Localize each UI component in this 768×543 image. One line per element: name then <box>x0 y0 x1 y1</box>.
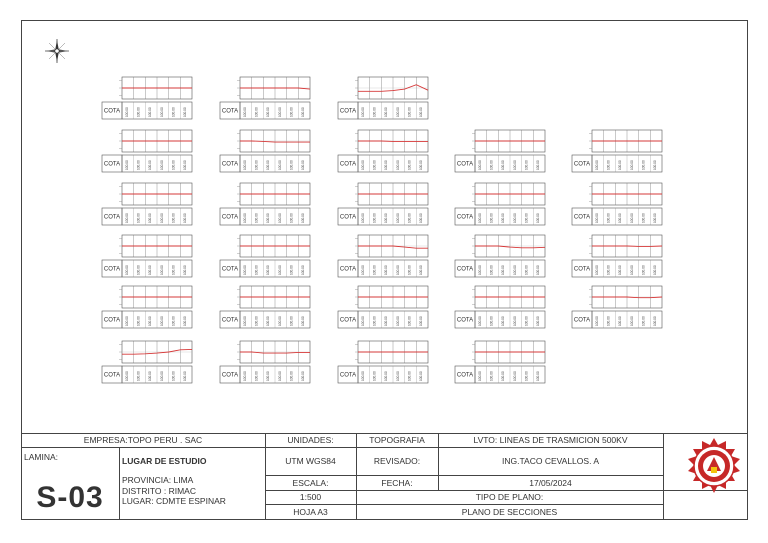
cota-label: COTA <box>573 161 591 168</box>
cota-value: 100.00 <box>148 316 153 327</box>
cota-value: 100.00 <box>124 265 129 275</box>
cota-value: 100.00 <box>159 107 164 117</box>
cota-value: 100.00 <box>124 213 129 223</box>
cota-value: 100.00 <box>419 316 424 327</box>
cota-value: 100.00 <box>477 316 482 326</box>
cota-value: 100.00 <box>301 160 306 171</box>
cota-value: 100.00 <box>536 316 541 327</box>
cota-value: 100.00 <box>395 265 400 275</box>
section-plot <box>100 72 200 132</box>
discipline-label: TOPOGRAFIA <box>369 435 425 445</box>
cross-section-11 <box>336 178 436 238</box>
cota-value: 100.00 <box>183 316 188 327</box>
cota-value: 100.00 <box>641 265 646 275</box>
cross-section-21 <box>336 281 436 341</box>
cross-section-19 <box>100 281 200 341</box>
cota-value: 100.00 <box>489 265 494 275</box>
province-text: PROVINCIA: LIMA <box>122 475 194 485</box>
sheet-label: LAMINA: <box>24 452 59 462</box>
units-label: UNIDADES: <box>287 435 334 445</box>
cota-value: 100.00 <box>395 371 400 381</box>
cota-value: 100.00 <box>136 265 141 275</box>
cross-section-10 <box>218 178 318 238</box>
cota-value: 100.00 <box>360 213 365 223</box>
section-plot <box>218 72 318 132</box>
cota-value: 100.00 <box>254 371 259 381</box>
cota-value: 100.00 <box>641 316 646 326</box>
cota-value: 100.00 <box>501 160 506 171</box>
cota-value: 100.00 <box>419 160 424 171</box>
cota-value: 100.00 <box>606 160 611 170</box>
cota-value: 100.00 <box>159 213 164 223</box>
section-plot <box>218 125 318 185</box>
cota-value: 100.00 <box>289 265 294 275</box>
cota-value: 100.00 <box>289 316 294 326</box>
cota-value: 100.00 <box>477 265 482 275</box>
cross-section-12 <box>453 178 553 238</box>
cota-value: 100.00 <box>277 107 282 117</box>
cota-label: COTA <box>456 161 474 168</box>
cota-value: 100.00 <box>501 316 506 327</box>
cota-value: 100.00 <box>266 316 271 327</box>
cota-value: 100.00 <box>384 265 389 276</box>
cota-value: 100.00 <box>384 107 389 118</box>
cota-value: 100.00 <box>384 316 389 327</box>
cota-label: COTA <box>456 266 474 273</box>
cross-section-4 <box>100 125 200 185</box>
cota-value: 100.00 <box>524 316 529 326</box>
cota-label: COTA <box>103 372 121 379</box>
project-title: LVTO: LINEAS DE TRASMICION 500KV <box>473 435 628 445</box>
reviewer-name: ING.TACO CEVALLOS. A <box>502 456 599 466</box>
cota-value: 100.00 <box>512 371 517 381</box>
cota-value: 100.00 <box>136 160 141 170</box>
cota-value: 100.00 <box>124 107 129 117</box>
cota-value: 100.00 <box>641 213 646 223</box>
cota-value: 100.00 <box>477 371 482 381</box>
cota-value: 100.00 <box>277 160 282 170</box>
cota-value: 100.00 <box>289 213 294 223</box>
cota-value: 100.00 <box>384 371 389 382</box>
cota-label: COTA <box>573 317 591 324</box>
section-plot <box>218 178 318 238</box>
cota-label: COTA <box>339 214 357 221</box>
section-plot <box>336 125 436 185</box>
cross-section-9 <box>100 178 200 238</box>
cota-value: 100.00 <box>301 265 306 276</box>
cota-value: 100.00 <box>489 213 494 223</box>
cota-value: 100.00 <box>148 107 153 118</box>
section-plot <box>570 178 670 238</box>
place-text: LUGAR: CDMTE ESPINAR <box>122 496 226 506</box>
cota-value: 100.00 <box>594 316 599 326</box>
cota-value: 100.00 <box>266 107 271 118</box>
cota-value: 100.00 <box>524 265 529 275</box>
cross-section-22 <box>453 281 553 341</box>
cota-value: 100.00 <box>653 316 658 327</box>
cota-value: 100.00 <box>148 265 153 276</box>
cota-value: 100.00 <box>254 265 259 275</box>
cross-section-23 <box>570 281 670 341</box>
cota-label: COTA <box>221 372 239 379</box>
cross-section-20 <box>218 281 318 341</box>
cota-value: 100.00 <box>536 371 541 382</box>
cota-value: 100.00 <box>594 160 599 170</box>
cota-value: 100.00 <box>254 160 259 170</box>
cota-value: 100.00 <box>183 213 188 224</box>
cross-section-6 <box>336 125 436 185</box>
cota-label: COTA <box>103 317 121 324</box>
cota-value: 100.00 <box>360 316 365 326</box>
cota-value: 100.00 <box>183 160 188 171</box>
cota-value: 100.00 <box>277 265 282 275</box>
section-plot <box>453 125 553 185</box>
cota-value: 100.00 <box>301 316 306 327</box>
cota-value: 100.00 <box>266 371 271 382</box>
cota-label: COTA <box>221 161 239 168</box>
cota-value: 100.00 <box>266 265 271 276</box>
cota-label: COTA <box>103 266 121 273</box>
cota-value: 100.00 <box>301 213 306 224</box>
sheet-size: HOJA A3 <box>293 507 328 517</box>
cross-section-8 <box>570 125 670 185</box>
cota-value: 100.00 <box>512 160 517 170</box>
cota-value: 100.00 <box>242 316 247 326</box>
cota-value: 100.00 <box>171 265 176 275</box>
cota-value: 100.00 <box>242 160 247 170</box>
section-plot <box>100 281 200 341</box>
cota-label: COTA <box>221 317 239 324</box>
cota-value: 100.00 <box>407 316 412 326</box>
cota-value: 100.00 <box>277 213 282 223</box>
cross-section-1 <box>100 72 200 132</box>
coordinate-system: UTM WGS84 <box>285 456 336 466</box>
cota-value: 100.00 <box>254 107 259 117</box>
section-plot <box>570 125 670 185</box>
cota-value: 100.00 <box>372 371 377 381</box>
cota-label: COTA <box>221 266 239 273</box>
cota-value: 100.00 <box>501 213 506 224</box>
cota-value: 100.00 <box>242 371 247 381</box>
reviewed-label: REVISADO: <box>373 456 421 466</box>
scale-label: ESCALA: <box>292 477 329 488</box>
study-location-heading: LUGAR DE ESTUDIO <box>122 456 207 466</box>
cota-value: 100.00 <box>618 160 623 171</box>
cota-value: 100.00 <box>254 316 259 326</box>
cota-value: 100.00 <box>372 213 377 223</box>
cota-value: 100.00 <box>629 265 634 275</box>
cota-value: 100.00 <box>360 371 365 381</box>
cota-value: 100.00 <box>289 371 294 381</box>
cota-label: COTA <box>456 317 474 324</box>
cota-value: 100.00 <box>594 265 599 275</box>
cota-label: COTA <box>456 214 474 221</box>
cota-label: COTA <box>573 266 591 273</box>
cota-label: COTA <box>573 214 591 221</box>
cota-value: 100.00 <box>407 265 412 275</box>
cota-value: 100.00 <box>419 371 424 382</box>
cota-value: 100.00 <box>419 265 424 276</box>
cota-value: 100.00 <box>159 160 164 170</box>
cross-section-25 <box>218 336 318 396</box>
cota-value: 100.00 <box>159 265 164 275</box>
cota-value: 100.00 <box>618 316 623 327</box>
section-plot <box>336 281 436 341</box>
cota-label: COTA <box>339 317 357 324</box>
section-plot <box>218 281 318 341</box>
cota-value: 100.00 <box>124 160 129 170</box>
cota-value: 100.00 <box>524 371 529 381</box>
cota-value: 100.00 <box>395 213 400 223</box>
cota-label: COTA <box>339 108 357 115</box>
cota-value: 100.00 <box>524 160 529 170</box>
cota-value: 100.00 <box>419 107 424 118</box>
cota-value: 100.00 <box>384 213 389 224</box>
cross-section-27 <box>453 336 553 396</box>
cota-value: 100.00 <box>629 213 634 223</box>
cota-value: 100.00 <box>277 371 282 381</box>
cota-value: 100.00 <box>148 213 153 224</box>
cross-section-3 <box>336 72 436 132</box>
cota-value: 100.00 <box>618 213 623 224</box>
cota-value: 100.00 <box>372 316 377 326</box>
cota-value: 100.00 <box>501 371 506 382</box>
cota-label: COTA <box>456 372 474 379</box>
section-plot <box>100 336 200 396</box>
cota-value: 100.00 <box>124 316 129 326</box>
cota-label: COTA <box>339 372 357 379</box>
cota-value: 100.00 <box>512 265 517 275</box>
cross-section-7 <box>453 125 553 185</box>
date-value: 17/05/2024 <box>529 477 572 488</box>
plan-type-label: TIPO DE PLANO: <box>475 492 544 502</box>
title-block <box>21 433 748 520</box>
cota-value: 100.00 <box>477 213 482 223</box>
cota-label: COTA <box>103 108 121 115</box>
cota-value: 100.00 <box>641 160 646 170</box>
cota-value: 100.00 <box>407 107 412 117</box>
cota-value: 100.00 <box>242 265 247 275</box>
cota-value: 100.00 <box>384 160 389 171</box>
cota-value: 100.00 <box>489 160 494 170</box>
section-plot <box>453 178 553 238</box>
cota-value: 100.00 <box>277 316 282 326</box>
cota-value: 100.00 <box>159 316 164 326</box>
cota-value: 100.00 <box>629 316 634 326</box>
cross-section-2 <box>218 72 318 132</box>
section-plot <box>100 125 200 185</box>
cota-value: 100.00 <box>372 160 377 170</box>
sheet-code: S-03 <box>36 480 104 514</box>
cota-value: 100.00 <box>536 213 541 224</box>
cota-value: 100.00 <box>594 213 599 223</box>
plan-type-value: PLANO DE SECCIONES <box>461 507 558 517</box>
cota-value: 100.00 <box>512 213 517 223</box>
cota-value: 100.00 <box>301 371 306 382</box>
cota-value: 100.00 <box>606 265 611 275</box>
cota-value: 100.00 <box>148 160 153 171</box>
cota-value: 100.00 <box>536 160 541 171</box>
section-plot <box>336 336 436 396</box>
cota-value: 100.00 <box>407 213 412 223</box>
cota-label: COTA <box>221 108 239 115</box>
cota-value: 100.00 <box>242 213 247 223</box>
cota-value: 100.00 <box>653 265 658 276</box>
section-plot <box>218 336 318 396</box>
cota-value: 100.00 <box>171 213 176 223</box>
cota-value: 100.00 <box>653 213 658 224</box>
cota-value: 100.00 <box>477 160 482 170</box>
location-details <box>119 475 265 520</box>
cota-value: 100.00 <box>360 265 365 275</box>
cota-value: 100.00 <box>372 265 377 275</box>
cota-value: 100.00 <box>407 160 412 170</box>
cross-section-13 <box>570 178 670 238</box>
cota-value: 100.00 <box>266 213 271 224</box>
cota-value: 100.00 <box>395 160 400 170</box>
cota-value: 100.00 <box>606 316 611 326</box>
cota-value: 100.00 <box>606 213 611 223</box>
cota-value: 100.00 <box>254 213 259 223</box>
cota-value: 100.00 <box>372 107 377 117</box>
cota-value: 100.00 <box>536 265 541 276</box>
company-name: EMPRESA:TOPO PERU . SAC <box>83 435 203 445</box>
cota-value: 100.00 <box>501 265 506 276</box>
cota-label: COTA <box>339 161 357 168</box>
cota-value: 100.00 <box>148 371 153 382</box>
cota-value: 100.00 <box>629 160 634 170</box>
cota-value: 100.00 <box>395 107 400 117</box>
date-label: FECHA: <box>381 477 413 488</box>
section-plot <box>336 178 436 238</box>
cota-label: COTA <box>339 266 357 273</box>
cota-value: 100.00 <box>395 316 400 326</box>
cota-value: 100.00 <box>524 213 529 223</box>
cota-value: 100.00 <box>183 265 188 276</box>
compass-rose-icon <box>44 38 70 64</box>
cota-value: 100.00 <box>124 371 129 381</box>
scale-value: 1:500 <box>299 492 322 502</box>
cota-label: COTA <box>221 214 239 221</box>
cota-value: 100.00 <box>183 371 188 382</box>
cota-label: COTA <box>103 214 121 221</box>
cota-label: COTA <box>103 161 121 168</box>
cross-section-26 <box>336 336 436 396</box>
section-plot <box>453 281 553 341</box>
cota-value: 100.00 <box>159 371 164 381</box>
cross-section-24 <box>100 336 200 396</box>
cota-value: 100.00 <box>171 371 176 381</box>
cota-value: 100.00 <box>407 371 412 381</box>
cota-value: 100.00 <box>419 213 424 224</box>
cota-value: 100.00 <box>618 265 623 276</box>
cota-value: 100.00 <box>266 160 271 171</box>
cota-value: 100.00 <box>653 160 658 171</box>
section-plot <box>100 178 200 238</box>
section-plot <box>570 281 670 341</box>
section-plot <box>453 336 553 396</box>
cota-value: 100.00 <box>289 160 294 170</box>
cota-value: 100.00 <box>171 316 176 326</box>
cota-value: 100.00 <box>489 316 494 326</box>
cota-value: 100.00 <box>289 107 294 117</box>
cross-section-5 <box>218 125 318 185</box>
district-text: DISTRITO : RIMAC <box>122 485 196 496</box>
cota-value: 100.00 <box>301 107 306 118</box>
cota-value: 100.00 <box>242 107 247 117</box>
cota-value: 100.00 <box>360 160 365 170</box>
institution-seal-icon <box>685 437 743 495</box>
cota-value: 100.00 <box>136 213 141 223</box>
cota-value: 100.00 <box>171 160 176 170</box>
cota-value: 100.00 <box>183 107 188 118</box>
section-plot <box>336 72 436 132</box>
cota-value: 100.00 <box>136 107 141 117</box>
cota-value: 100.00 <box>360 107 365 117</box>
cota-value: 100.00 <box>489 371 494 381</box>
cota-value: 100.00 <box>136 316 141 326</box>
cota-value: 100.00 <box>136 371 141 381</box>
cota-value: 100.00 <box>171 107 176 117</box>
cota-value: 100.00 <box>512 316 517 326</box>
